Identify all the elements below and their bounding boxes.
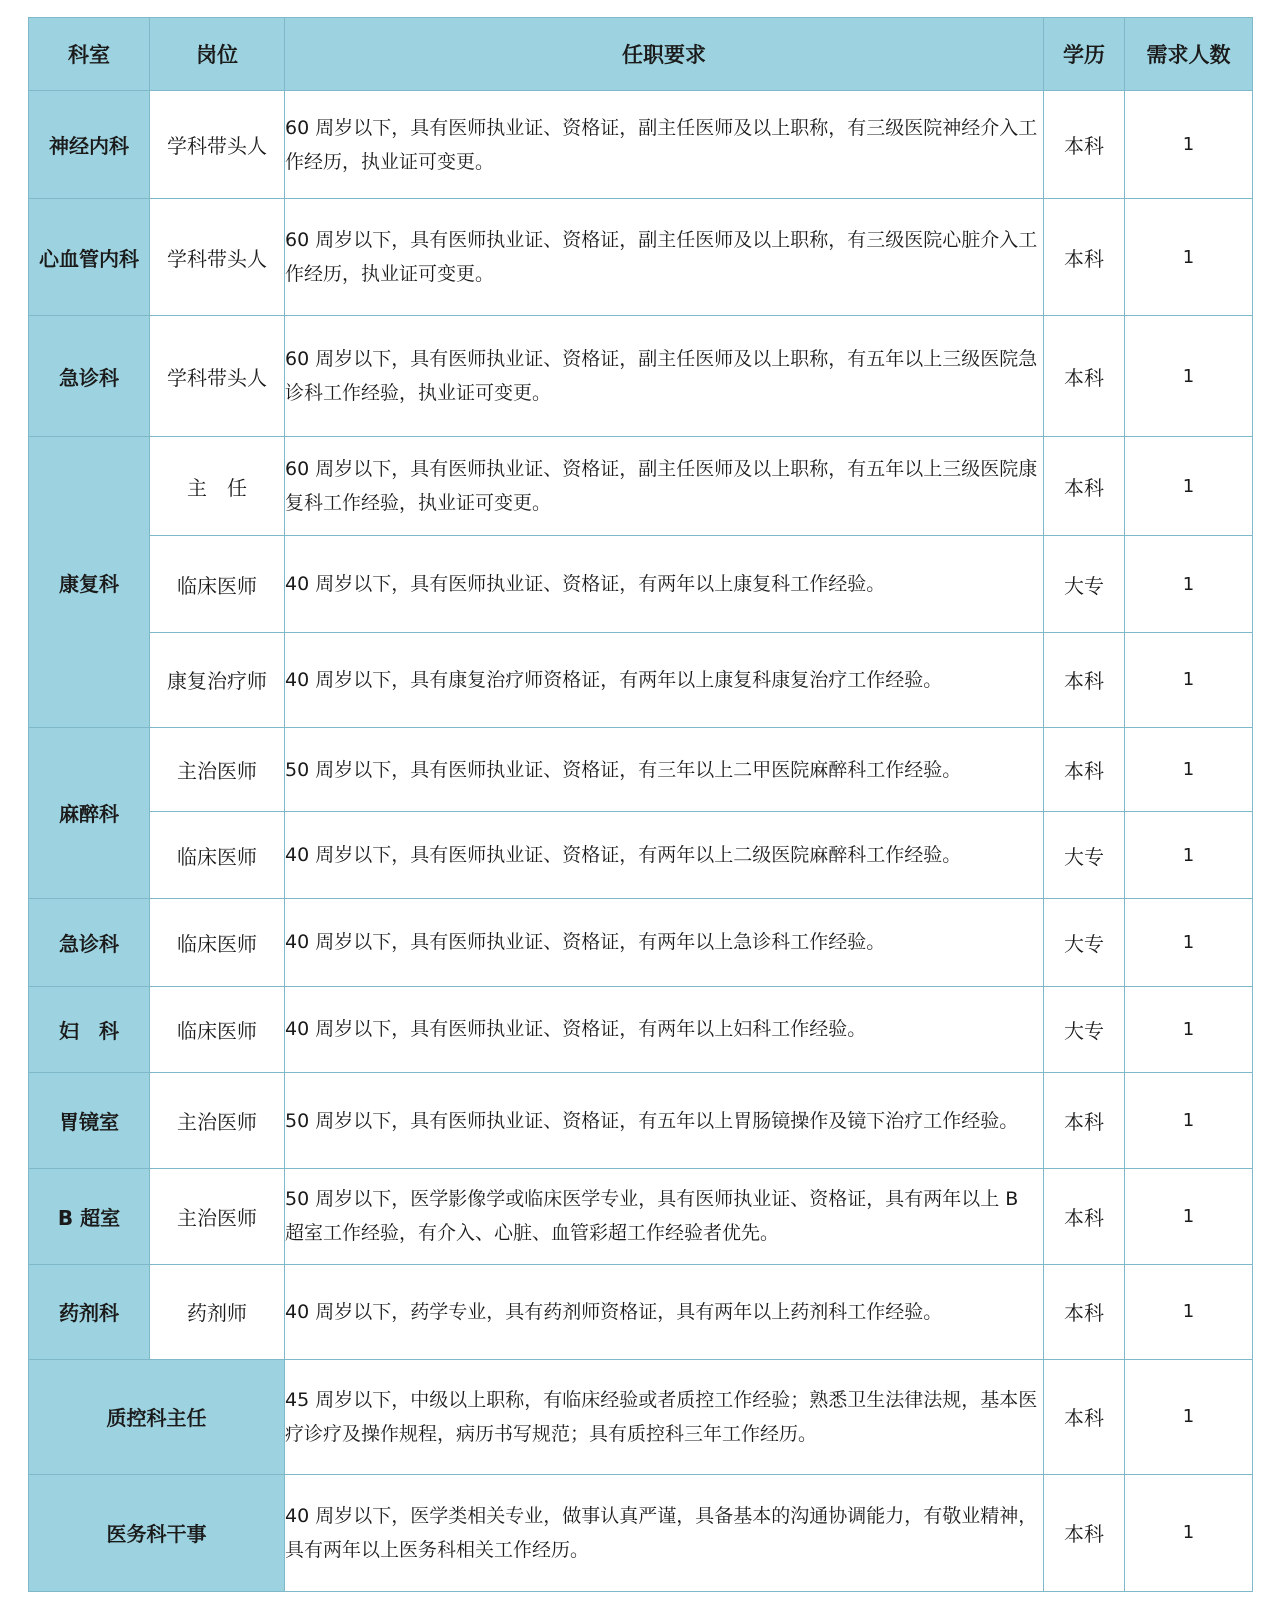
dept-cell: 质控科主任 [29,1359,285,1474]
table-row [29,536,1253,633]
count-cell: 1 [1125,1359,1253,1474]
table-row [29,1474,1253,1591]
table-row [29,199,1253,316]
count-cell: 1 [1125,633,1253,728]
position-cell: 临床医师 [150,536,285,633]
position-cell: 主治医师 [150,1169,285,1265]
position-cell: 康复治疗师 [150,633,285,728]
dept-cell: 医务科干事 [29,1474,285,1591]
count-cell: 1 [1125,812,1253,899]
dept-cell: 康复科 [29,437,150,727]
education-cell: 本科 [1044,1264,1125,1359]
dept-cell: 胃镜室 [29,1073,150,1169]
table-row [29,812,1253,899]
dept-cell: 妇 科 [29,986,150,1073]
count-cell: 1 [1125,1169,1253,1265]
header-row [29,18,1253,91]
table-row [29,1073,1253,1169]
dept-cell: 心血管内科 [29,199,150,316]
education-cell: 本科 [1044,1073,1125,1169]
count-cell: 1 [1125,1073,1253,1169]
position-cell: 主 任 [150,437,285,536]
count-cell: 1 [1125,199,1253,316]
header-education: 学历 [1044,18,1125,91]
header-dept: 科室 [29,18,150,91]
count-cell: 1 [1125,986,1253,1073]
table-row [29,727,1253,812]
requirements-cell: 60 周岁以下，具有医师执业证、资格证，副主任医师及以上职称，有五年以上三级医院康复科工作经验，执业证可变更。 [285,437,1044,536]
table-row [29,986,1253,1073]
requirements-cell: 50 周岁以下，医学影像学或临床医学专业，具有医师执业证、资格证，具有两年以上 B 超室工作经验，有介入、心脏、血管彩超工作经验者优先。 [285,1169,1044,1265]
dept-cell: 药剂科 [29,1264,150,1359]
table-row [29,633,1253,728]
requirements-cell: 60 周岁以下，具有医师执业证、资格证，副主任医师及以上职称，有三级医院神经介入工作经历，执业证可变更。 [285,91,1044,199]
requirements-cell: 60 周岁以下，具有医师执业证、资格证，副主任医师及以上职称，有三级医院心脏介入工作经历，执业证可变更。 [285,199,1044,316]
requirements-cell: 50 周岁以下，具有医师执业证、资格证，有三年以上二甲医院麻醉科工作经验。 [285,727,1044,812]
dept-cell: B 超室 [29,1169,150,1265]
header-position: 岗位 [150,18,285,91]
requirements-cell: 40 周岁以下，具有医师执业证、资格证，有两年以上康复科工作经验。 [285,536,1044,633]
education-cell: 本科 [1044,91,1125,199]
education-cell: 本科 [1044,199,1125,316]
table-row [29,899,1253,987]
count-cell: 1 [1125,316,1253,437]
header-requirements: 任职要求 [285,18,1044,91]
count-cell: 1 [1125,536,1253,633]
education-cell: 本科 [1044,633,1125,728]
position-cell: 主治医师 [150,727,285,812]
requirements-cell: 40 周岁以下，具有医师执业证、资格证，有两年以上二级医院麻醉科工作经验。 [285,812,1044,899]
education-cell: 本科 [1044,437,1125,536]
count-cell: 1 [1125,91,1253,199]
table-row [29,1169,1253,1265]
position-cell: 学科带头人 [150,199,285,316]
position-cell: 临床医师 [150,899,285,987]
requirements-cell: 50 周岁以下，具有医师执业证、资格证，有五年以上胃肠镜操作及镜下治疗工作经验。 [285,1073,1044,1169]
education-cell: 本科 [1044,1169,1125,1265]
count-cell: 1 [1125,1264,1253,1359]
requirements-cell: 40 周岁以下，具有医师执业证、资格证，有两年以上妇科工作经验。 [285,986,1044,1073]
count-cell: 1 [1125,1474,1253,1591]
count-cell: 1 [1125,437,1253,536]
education-cell: 本科 [1044,316,1125,437]
education-cell: 大专 [1044,899,1125,987]
count-cell: 1 [1125,899,1253,987]
header-count: 需求人数 [1125,18,1253,91]
table-row [29,437,1253,536]
requirements-cell: 45 周岁以下，中级以上职称，有临床经验或者质控工作经验；熟悉卫生法律法规，基本医疗诊疗及操作规程，病历书写规范；具有质控科三年工作经历。 [285,1359,1044,1474]
education-cell: 大专 [1044,986,1125,1073]
position-cell: 主治医师 [150,1073,285,1169]
requirements-cell: 40 周岁以下，药学专业，具有药剂师资格证，具有两年以上药剂科工作经验。 [285,1264,1044,1359]
count-cell: 1 [1125,727,1253,812]
table-row [29,1264,1253,1359]
requirements-cell: 40 周岁以下，医学类相关专业，做事认真严谨，具备基本的沟通协调能力，有敬业精神，具有两年以上医务科相关工作经历。 [285,1474,1044,1591]
position-cell: 临床医师 [150,812,285,899]
position-cell: 学科带头人 [150,316,285,437]
requirements-cell: 40 周岁以下，具有医师执业证、资格证，有两年以上急诊科工作经验。 [285,899,1044,987]
education-cell: 大专 [1044,812,1125,899]
education-cell: 大专 [1044,536,1125,633]
recruitment-table [28,17,1253,1592]
education-cell: 本科 [1044,1474,1125,1591]
education-cell: 本科 [1044,1359,1125,1474]
table-row [29,1359,1253,1474]
table-row [29,91,1253,199]
education-cell: 本科 [1044,727,1125,812]
requirements-cell: 40 周岁以下，具有康复治疗师资格证，有两年以上康复科康复治疗工作经验。 [285,633,1044,728]
dept-cell: 急诊科 [29,899,150,987]
position-cell: 学科带头人 [150,91,285,199]
table-row [29,316,1253,437]
dept-cell: 急诊科 [29,316,150,437]
position-cell: 药剂师 [150,1264,285,1359]
requirements-cell: 60 周岁以下，具有医师执业证、资格证，副主任医师及以上职称，有五年以上三级医院急诊科工作经验，执业证可变更。 [285,316,1044,437]
dept-cell: 神经内科 [29,91,150,199]
position-cell: 临床医师 [150,986,285,1073]
dept-cell: 麻醉科 [29,727,150,898]
